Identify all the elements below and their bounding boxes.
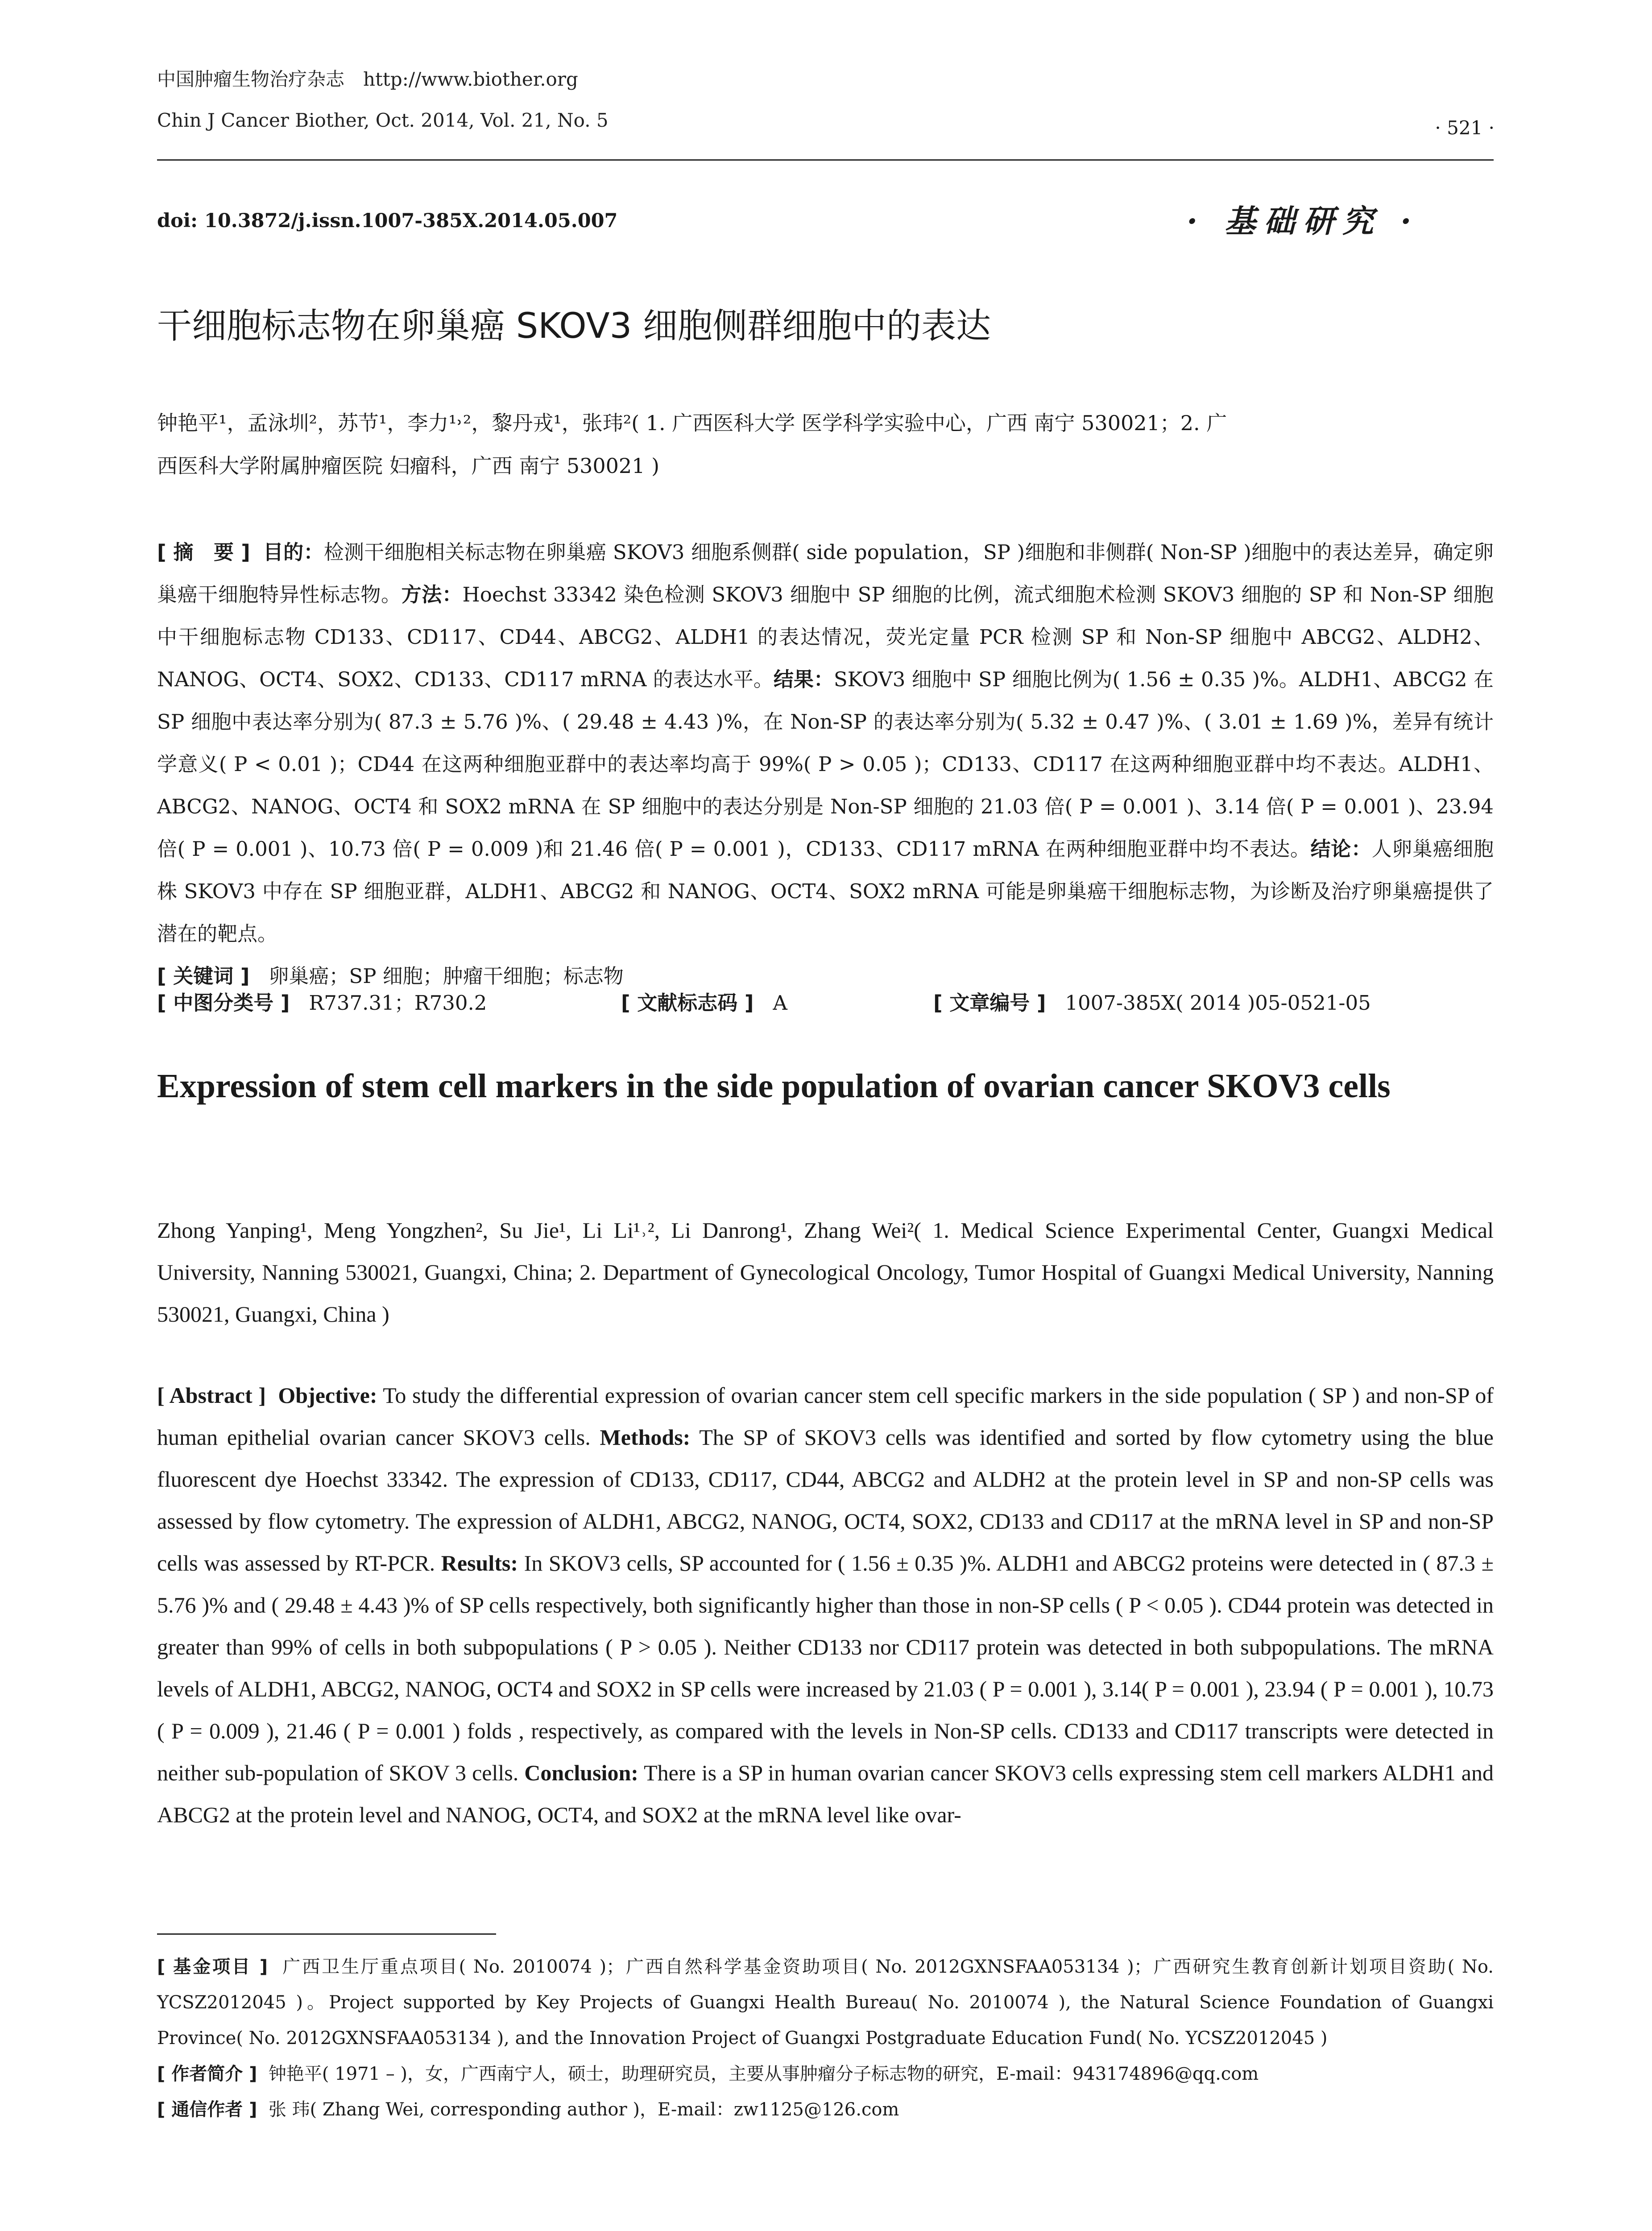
- methods-text-cn: Hoechst 33342 染色检测 SKOV3 细胞中 SP 细胞的比例，流式细胞术检测 SKOV3 细胞的 SP 和 Non-SP 细胞中干细胞标志物 CD133、CD117、CD44、ABCG2、ALDH1 的表达情况，荧光定量 PCR 检测 SP 和 Non-SP 细胞中 ABCG2、ALDH2、NANOG、OCT4、SOX2、CD133、CD117 mRNA 的表达水平。: [157, 583, 1494, 691]
- author-bio-label: [ 作者简介 ]: [157, 2064, 257, 2084]
- results-text-cn: SKOV3 细胞中 SP 细胞比例为( 1.56 ± 0.35 )%。ALDH1、ABCG2 在 SP 细胞中表达率分别为( 87.3 ± 5.76 )%、( 29.48 ± 4.43 )%，在 Non-SP 的表达率分别为( 5.32 ± 0.47 )%、( 3.01 ± 1.69 )%，差异有统计学意义( P < 0.01 )；CD44 在这两种细胞亚群中的表达率均高于 99%( P > 0.05 )；CD133、CD117 在这两种细胞亚群中均不表达。ALDH1、ABCG2、NANOG、OCT4 和 SOX2 mRNA 在 SP 细胞中的表达分别是 Non-SP 细胞的 21.03 倍( P = 0.001 )、3.14 倍( P = 0.001 )、23.94 倍( P = 0.001 )、10.73 倍( P = 0.009 )和 21.46 倍( P = 0.001 )，CD133、CD117 mRNA 在两种细胞亚群中均不表达。: [157, 668, 1494, 861]
- authors-cn-line2: 西医科大学附属肿瘤医院 妇瘤科，广西 南宁 530021 ): [157, 454, 660, 478]
- abstract-en: [157, 1374, 1494, 1836]
- fund-text: 广西卫生厅重点项目( No. 2010074 )；广西自然科学基金资助项目( No. 2012GXNSFAA053134 )；广西研究生教育创新计划项目资助( No. YCSZ2012045 )。Project supported by Key Projects of Guangxi Health Bureau( No. 2010074 ), the Natural Science Foundation of Guangxi Province( No. 2012GXNSFAA053134 ), and the Innovation Project of Guangxi Postgraduate Education Fund( No. YCSZ2012045 ): [157, 1957, 1494, 2049]
- conclusion-text-en: There is a SP in human ovarian cancer SKOV3 cells expressing stem cell markers ALDH1 and ABCG2 at the protein level and NANOG, OCT4, and SOX2 at the mRNA level like ovar-: [157, 1760, 1494, 1827]
- footnotes: [157, 1949, 1494, 2127]
- author-bio-text: 钟艳平( 1971 – )，女，广西南宁人，硕士，助理研究员，主要从事肿瘤分子标志物的研究，E-mail：943174896@qq.com: [268, 2064, 1259, 2084]
- keywords-cn-label: [ 关键词 ]: [157, 964, 250, 988]
- column-heading: · 基础研究 ·: [1187, 203, 1420, 240]
- doi: doi: 10.3872/j.issn.1007-385X.2014.05.007: [157, 210, 618, 232]
- page-number: · 521 ·: [1435, 117, 1495, 139]
- objective-label-en: Objective:: [278, 1383, 377, 1408]
- fund-note: [157, 1949, 1494, 2056]
- conclusion-text-cn: 人卵巢癌细胞株 SKOV3 中存在 SP 细胞亚群，ALDH1、ABCG2 和 NANOG、OCT4、SOX2 mRNA 可能是卵巢癌干细胞标志物，为诊断及治疗卵巢癌提供了潜在的靶点。: [157, 837, 1494, 945]
- results-label-cn: 结果：: [773, 668, 834, 691]
- keywords-cn-text: 卵巢癌；SP 细胞；肿瘤干细胞；标志物: [269, 964, 624, 988]
- objective-label-cn: 目的：: [263, 540, 324, 564]
- authors-cn-line1: 钟艳平¹，孟泳圳²，苏节¹，李力¹˒²，黎丹戎¹，张玮²( 1. 广西医科大学 医学科学实验中心，广西 南宁 530021；2. 广: [157, 411, 1227, 435]
- article-id-label: [ 文章编号 ]: [933, 991, 1046, 1015]
- doc-code-value: A: [773, 991, 787, 1015]
- title-cn: 干细胞标志物在卵巢癌 SKOV3 细胞侧群细胞中的表达: [157, 306, 991, 346]
- header-rule: [157, 159, 1494, 161]
- clc-value: R737.31；R730.2: [309, 991, 487, 1015]
- objective-text-en: To study the differential expression of ovarian cancer stem cell specific markers in the side population ( SP ) and non-SP of human epithelial ovarian cancer SKOV3 cells.: [157, 1383, 1494, 1450]
- authors-cn: [157, 402, 1494, 487]
- abstract-cn: [157, 531, 1494, 997]
- conclusion-label-cn: 结论：: [1310, 837, 1372, 861]
- methods-label-en: Methods:: [600, 1425, 691, 1450]
- authors-en: Zhong Yanping¹, Meng Yongzhen², Su Jie¹, Li Li¹˒², Li Danrong¹, Zhang Wei²( 1. Medical Science Experimental Center, Guangxi Medical University, Nanning 530021, Guangxi, China; 2. Department of Gynecological Oncology, Tumor Hospital of Guangxi Medical University, Nanning 530021, Guangxi, China ): [157, 1218, 1494, 1327]
- objective-text-cn: 检测干细胞相关标志物在卵巢癌 SKOV3 细胞系侧群( side population，SP )细胞和非侧群( Non-SP )细胞中的表达差异，确定卵巢癌干细胞特异性标志物。: [157, 540, 1494, 606]
- journal-citation-en: Chin J Cancer Biother, Oct. 2014, Vol. 21, No. 5: [157, 109, 609, 131]
- abstract-cn-label: [ 摘 要 ]: [157, 540, 250, 564]
- doc-code-label: [ 文献标志码 ]: [621, 991, 754, 1015]
- corresponding-text: 张 玮( Zhang Wei, corresponding author )，E-mail：zw1125@126.com: [268, 2099, 899, 2120]
- results-label-en: Results:: [441, 1551, 518, 1576]
- fund-label: [ 基金项目 ]: [157, 1957, 268, 1977]
- methods-label-cn: 方法：: [401, 583, 463, 606]
- article-id-value: 1007-385X( 2014 )05-0521-05: [1065, 991, 1371, 1015]
- footnote-rule: [157, 1933, 496, 1935]
- corresponding-note: [157, 2092, 1494, 2127]
- author-note: [157, 2056, 1494, 2092]
- clc-label: [ 中图分类号 ]: [157, 991, 290, 1015]
- results-text-en: In SKOV3 cells, SP accounted for ( 1.56 ± 0.35 )%. ALDH1 and ABCG2 proteins were detected in ( 87.3 ± 5.76 )% and ( 29.48 ± 4.43 )% of SP cells respectively, both significantly higher than those in non-SP cells ( P < 0.05 ). CD44 protein was detected in greater than 99% of cells in both subpopulations ( P > 0.05 ). Neither CD133 nor CD117 protein was detected in both subpopulations. The mRNA levels of ALDH1, ABCG2, NANOG, OCT4 and SOX2 in SP cells were increased by 21.03 ( P = 0.001 ), 3.14( P = 0.001 ), 23.94 ( P = 0.001 ), 10.73 ( P = 0.009 ), 21.46 ( P = 0.001 ) folds , respectively, as compared with the levels in Non-SP cells. CD133 and CD117 transcripts were detected in neither sub-population of SKOV 3 cells.: [157, 1551, 1494, 1785]
- conclusion-label-en: Conclusion:: [524, 1760, 638, 1785]
- journal-name-cn: 中国肿瘤生物治疗杂志 http://www.biother.org: [157, 68, 578, 90]
- abstract-en-label: [ Abstract ]: [157, 1383, 266, 1408]
- corresponding-label: [ 通信作者 ]: [157, 2099, 257, 2120]
- title-en: Expression of stem cell markers in the side population of ovarian cancer SKOV3 cells: [157, 1067, 1391, 1105]
- methods-text-en: The SP of SKOV3 cells was identified and sorted by flow cytometry using the blue fluorescent dye Hoechst 33342. The expression of CD133, CD117, CD44, ABCG2 and ALDH2 at the protein level in SP and non-SP cells was assessed by flow cytometry. The expression of ALDH1, ABCG2, NANOG, OCT4, SOX2, CD133 and CD117 at the mRNA level in SP and non-SP cells was assessed by RT-PCR.: [157, 1425, 1494, 1576]
